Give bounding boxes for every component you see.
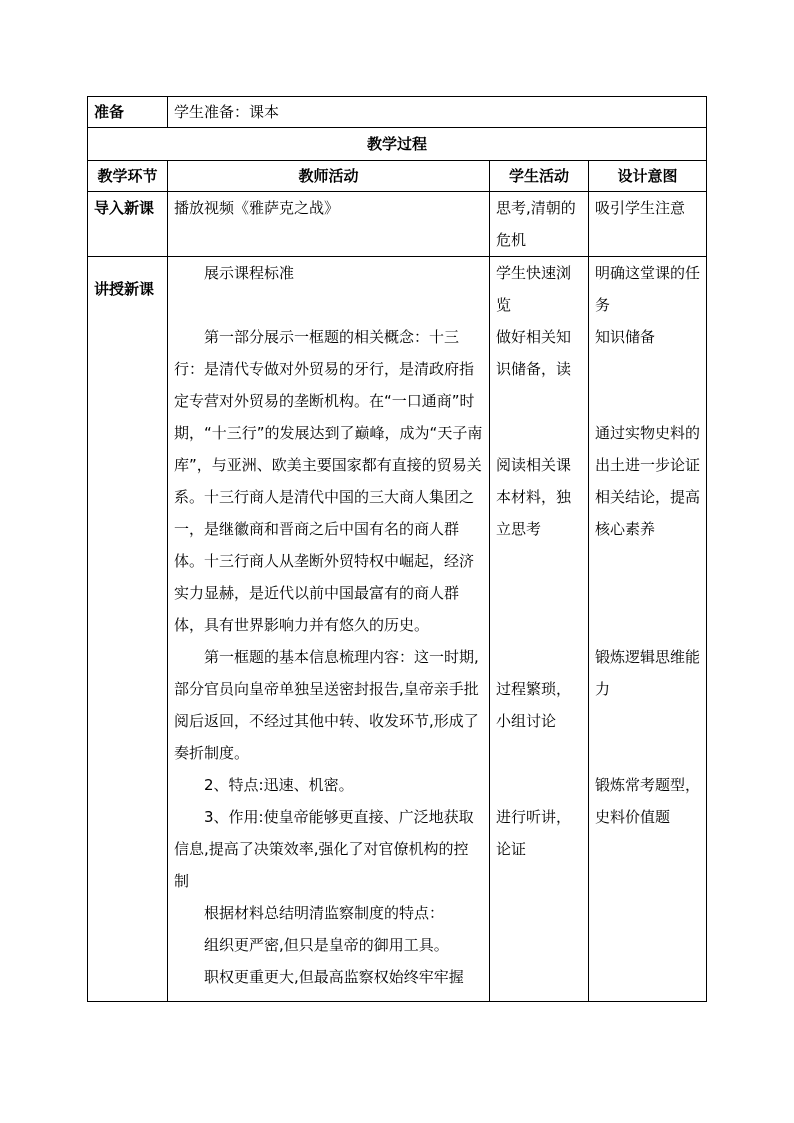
main-stage: 讲授新课 — [94, 280, 155, 298]
design-note-4: 锻炼逻辑思维能力 — [595, 648, 701, 698]
intro-row — [88, 192, 707, 257]
intro-teacher-activity: 播放视频《雅萨克之战》 — [168, 192, 490, 257]
header-row — [88, 161, 707, 192]
teacher-para-2: 第一部分展示一框题的相关概念：十三行：是清代专做对外贸易的牙行，是清政府指定专营对外贸易的垄断机构。在“一口通商”时期，“十三行”的发展达到了巅峰，成为“天子南库”，与亚洲、欧美主要国家都有直接的贸易关系。十三行商人是清代中国的三大商人集团之一，是继徽商和晋商之后中国有名的商人群体。十三行商人从垄断外贸特权中崛起，经济实力显赫，是近代以前中国最富有的商人群体，具有世界影响力并有悠久的历史。 — [174, 328, 483, 634]
header-stage: 教学环节 — [88, 161, 168, 192]
teacher-para-4: 2、特点:迅速、机密。 — [204, 776, 354, 794]
student-note-4: 过程繁琐，小组讨论 — [496, 680, 572, 730]
design-note-1: 明确这堂课的任务 — [595, 264, 701, 314]
teacher-para-8: 职权更重更大,但最高监察权始终牢牢握 — [204, 968, 464, 986]
student-note-3: 阅读相关课本材料，独立思考 — [496, 456, 572, 538]
teacher-para-1: 展示课程标准 — [204, 264, 295, 282]
design-note-3: 通过实物史料的出土进一步论证相关结论，提高核心素养 — [595, 424, 701, 538]
prep-label: 准备 — [88, 97, 168, 128]
section-row — [88, 128, 707, 161]
teacher-para-3: 第一框题的基本信息梳理内容：这一时期,部分官员向皇帝单独呈送密封报告,皇帝亲手批阅后返回，不经过其他中转、收发环节,形成了奏折制度。 — [174, 648, 479, 762]
student-note-2: 做好相关知识储备，读 — [496, 328, 572, 378]
header-student: 学生活动 — [490, 161, 589, 192]
header-teacher: 教师活动 — [168, 161, 490, 192]
main-student-cell — [490, 257, 589, 1002]
lesson-plan-table — [87, 96, 707, 1002]
intro-design-intent: 吸引学生注意 — [589, 192, 707, 257]
student-note-1: 学生快速浏览 — [496, 264, 572, 314]
section-title: 教学过程 — [88, 128, 707, 161]
main-teacher-cell — [168, 257, 490, 1002]
main-design-cell — [589, 257, 707, 1002]
teacher-para-7: 组织更严密,但只是皇帝的御用工具。 — [204, 936, 449, 954]
student-note-5: 进行听讲，论证 — [496, 808, 572, 858]
prep-row — [88, 97, 707, 128]
design-note-2: 知识储备 — [595, 328, 656, 346]
main-row — [88, 257, 707, 1002]
header-design: 设计意图 — [589, 161, 707, 192]
teacher-para-5: 3、作用:使皇帝能够更直接、广泛地获取信息,提高了决策效率,强化了对官僚机构的控制 — [174, 808, 474, 890]
intro-stage: 导入新课 — [88, 192, 168, 257]
intro-student-activity: 思考,清朝的危机 — [490, 192, 589, 257]
main-stage-cell — [88, 257, 168, 1002]
design-note-5: 锻炼常考题型，史料价值题 — [595, 776, 701, 826]
prep-text: 学生准备：课本 — [168, 97, 707, 128]
teacher-para-6: 根据材料总结明清监察制度的特点： — [204, 904, 445, 922]
